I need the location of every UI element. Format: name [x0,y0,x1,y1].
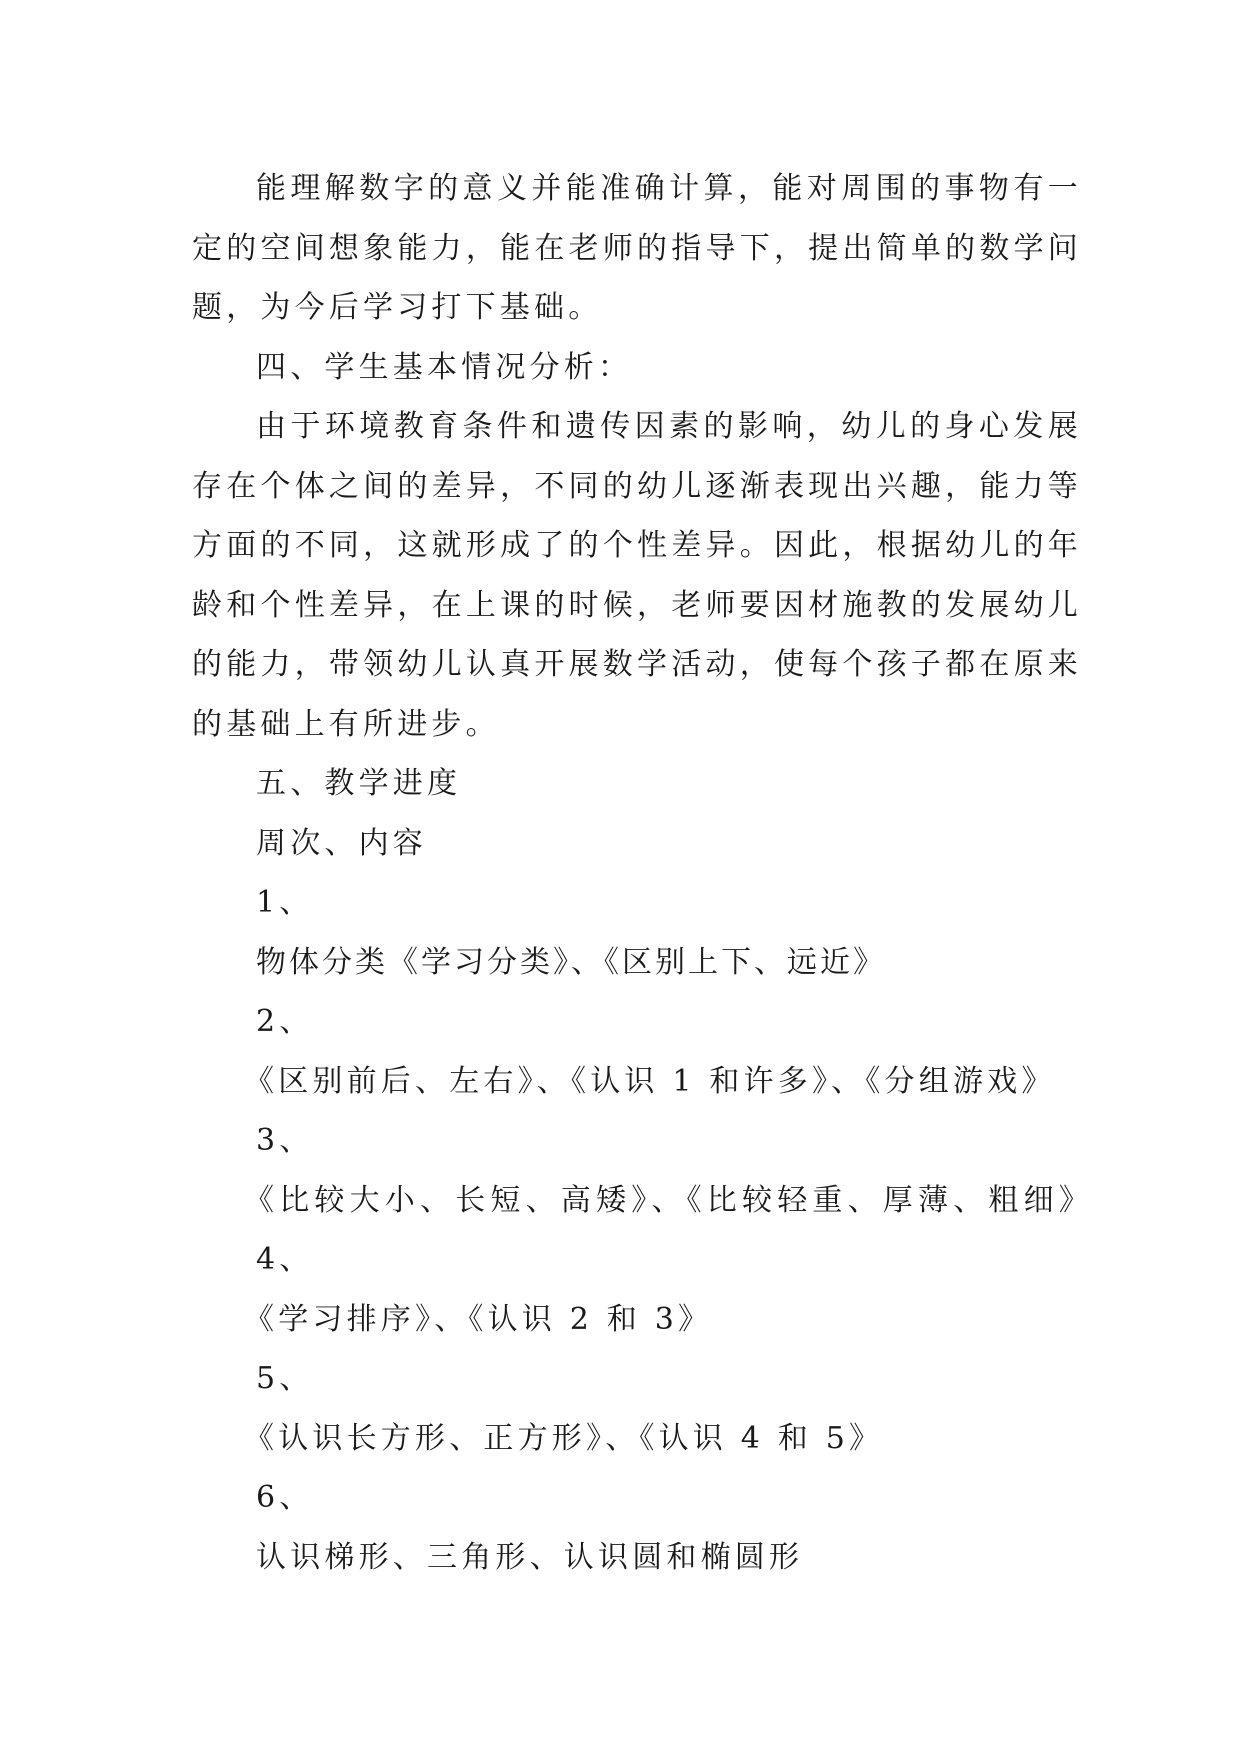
week-number: 4、 [256,1242,314,1277]
week-content: 认识梯形、三角形、认识圆和椭圆形 [256,1539,804,1575]
week-content: 《认识长方形、正方形》、《认识 4 和 5》 [244,1420,884,1456]
week-content: 《比较大小、长短、高矮》、《比较轻重、厚薄、粗细》 [244,1182,1094,1218]
week-number: 3、 [256,1123,314,1158]
week-number: 2、 [256,1004,314,1039]
paragraph-math-goals: 能理解数字的意义并能准确计算，能对周围的事物有一定的空间想象能力，能在老师的指导下，提出简单的数学问题，为今后学习打下基础。 [192,171,1082,325]
section-heading-teaching-progress: 五、教学进度 [256,766,462,801]
week-number: 1、 [256,885,314,920]
schedule-header: 周次、内容 [256,825,427,861]
week-content: 物体分类《学习分类》、《区别上下、远近》 [256,944,886,980]
section-heading-student-analysis: 四、学生基本情况分析： [256,349,633,385]
week-number: 5、 [256,1361,314,1396]
document-body [192,159,1094,1587]
week-number: 6、 [256,1480,314,1515]
week-content: 《学习排序》、《认识 2 和 3》 [244,1301,713,1337]
week-content: 《区别前后、左右》、《认识 1 和许多》、《分组游戏》 [244,1063,1056,1099]
paragraph-student-analysis: 由于环境教育条件和遗传因素的影响，幼儿的身心发展存在个体之间的差异，不同的幼儿逐渐表现出兴趣，能力等方面的不同，这就形成了的个性差异。因此，根据幼儿的年龄和个性差异，在上课的时候，老师要因材施教的发展幼儿的能力，带领幼儿认真开展数学活动，使每个孩子都在原来的基础上有所进步。 [192,409,1082,742]
